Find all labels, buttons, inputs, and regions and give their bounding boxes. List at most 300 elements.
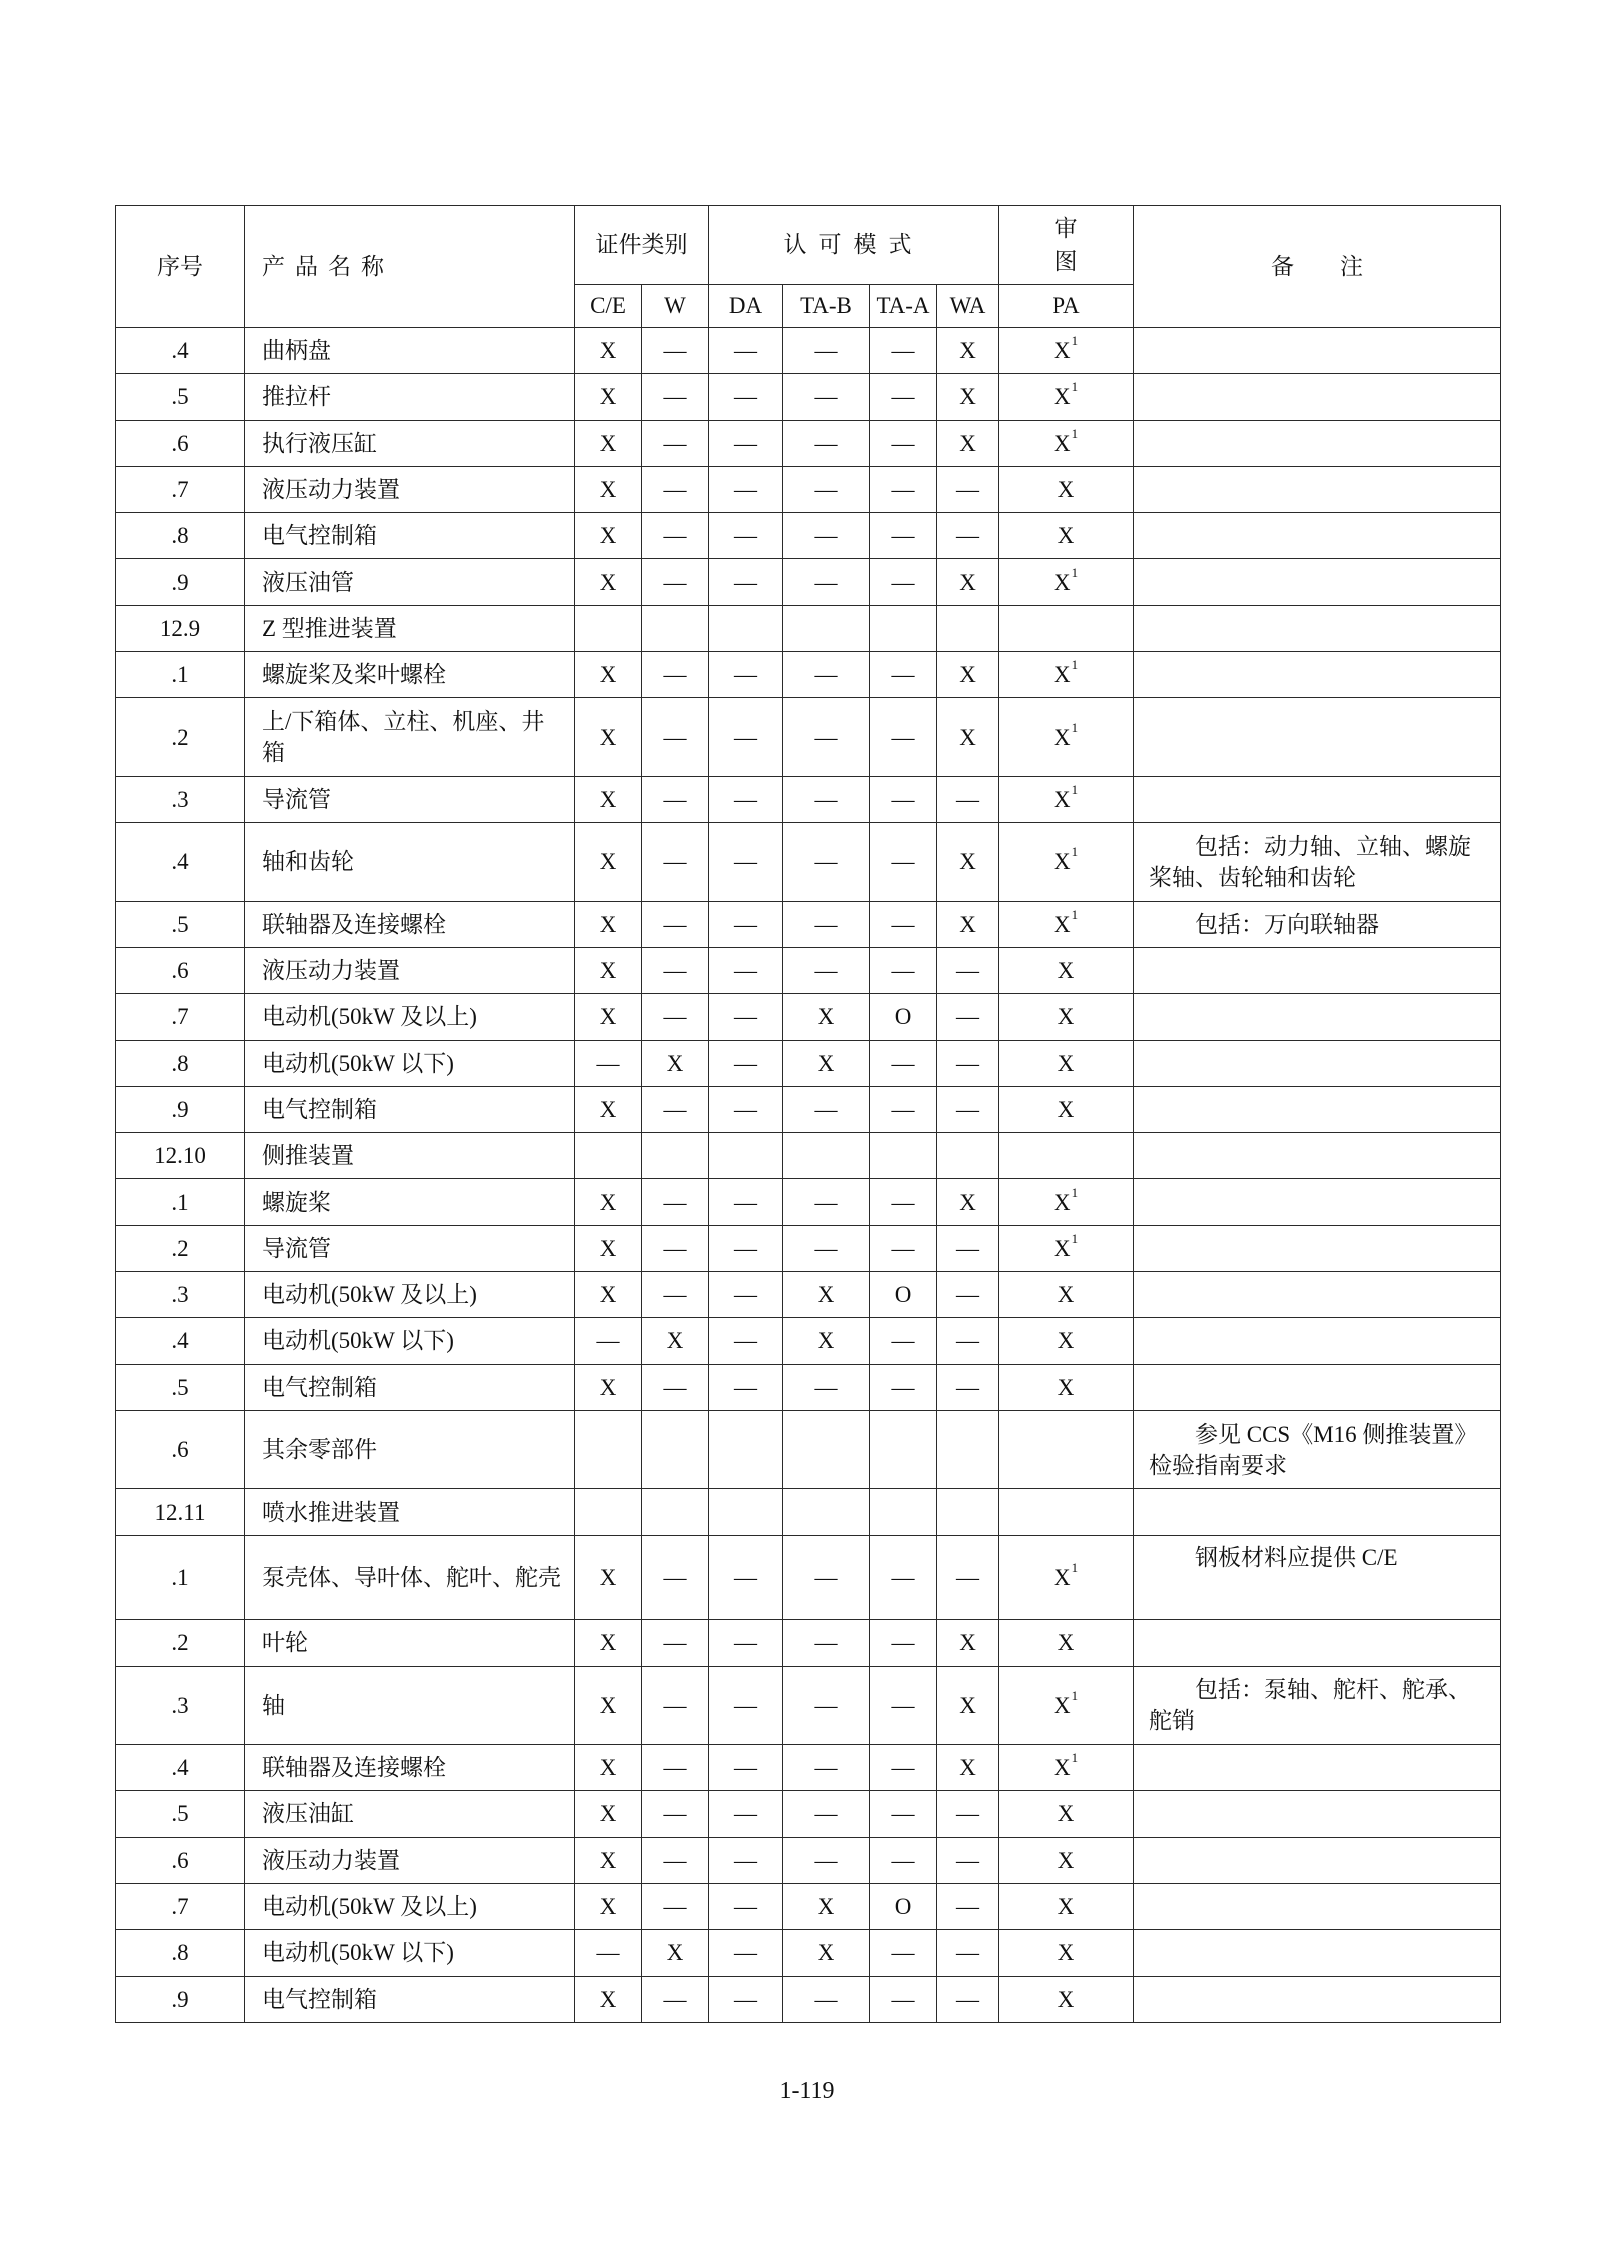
cell-pa — [999, 559, 1134, 605]
cell-ce: — — [575, 1930, 642, 1976]
cell-pa — [999, 513, 1134, 559]
cell-pa — [999, 605, 1134, 651]
cell-ta-a — [870, 1133, 937, 1179]
cell-ta-b: — — [783, 1837, 870, 1883]
cell-ce: X — [575, 328, 642, 374]
cell-pa-value: X — [1057, 1847, 1075, 1873]
cell-wa: — — [937, 1225, 999, 1271]
product-approval-table — [115, 205, 1501, 2023]
cell-ta-b: — — [783, 947, 870, 993]
footnote-marker: 1 — [1071, 657, 1079, 673]
cell-w — [642, 1133, 709, 1179]
cell-product-name: 电动机(50kW 及以上) — [245, 994, 575, 1040]
cell-wa — [937, 1410, 999, 1489]
table-row — [116, 1086, 1501, 1132]
cell-product-name: 电气控制箱 — [245, 513, 575, 559]
cell-w: — — [642, 1620, 709, 1666]
cell-ce — [575, 605, 642, 651]
cell-ta-b: X — [783, 1040, 870, 1086]
cell-ta-b: X — [783, 1883, 870, 1929]
cell-seq: .8 — [116, 1930, 245, 1976]
cell-pa — [999, 1040, 1134, 1086]
cell-da: — — [709, 1086, 783, 1132]
cell-pa-value: X — [1057, 1050, 1075, 1076]
table-row — [116, 1272, 1501, 1318]
cell-ta-a: — — [870, 420, 937, 466]
table-row — [116, 420, 1501, 466]
footnote-marker: 1 — [1071, 425, 1079, 441]
footnote-marker: 1 — [1071, 564, 1079, 580]
cell-w — [642, 1489, 709, 1535]
cell-wa: X — [937, 420, 999, 466]
cell-seq: .8 — [116, 513, 245, 559]
cell-remark — [1134, 1745, 1501, 1791]
cell-ce: X — [575, 513, 642, 559]
table-row — [116, 698, 1501, 777]
cell-product-name: 联轴器及连接螺栓 — [245, 901, 575, 947]
cell-pa-value: X — [1057, 1328, 1075, 1354]
cell-product-name: Z 型推进装置 — [245, 605, 575, 651]
cell-da: — — [709, 1179, 783, 1225]
cell-pa-value: X — [1053, 724, 1071, 750]
cell-pa-value: X — [1057, 1096, 1075, 1122]
cell-ta-b: — — [783, 1791, 870, 1837]
cell-da: — — [709, 1040, 783, 1086]
cell-ta-b: — — [783, 1086, 870, 1132]
cell-da: — — [709, 1225, 783, 1271]
cell-da: — — [709, 374, 783, 420]
cell-ta-b: — — [783, 901, 870, 947]
cell-ce: X — [575, 1086, 642, 1132]
cell-seq: .1 — [116, 1179, 245, 1225]
cell-wa: — — [937, 466, 999, 512]
footnote-marker: 1 — [1071, 1184, 1079, 1200]
cell-product-name: 轴和齿轮 — [245, 823, 575, 902]
cell-pa — [999, 1883, 1134, 1929]
cell-ta-a: — — [870, 1930, 937, 1976]
cell-seq: .3 — [116, 776, 245, 822]
cell-remark — [1134, 559, 1501, 605]
cell-seq: .3 — [116, 1272, 245, 1318]
cell-seq: .6 — [116, 947, 245, 993]
cell-product-name: 上/下箱体、立柱、机座、井箱 — [245, 698, 575, 777]
cell-product-name: 螺旋桨 — [245, 1179, 575, 1225]
cell-wa: — — [937, 994, 999, 1040]
cell-ce: X — [575, 1620, 642, 1666]
table-row — [116, 1666, 1501, 1745]
cell-seq: .3 — [116, 1666, 245, 1745]
cell-ce — [575, 1410, 642, 1489]
cell-ta-b: — — [783, 1745, 870, 1791]
cell-seq: .8 — [116, 1040, 245, 1086]
cell-w: X — [642, 1930, 709, 1976]
cell-w: — — [642, 1364, 709, 1410]
cell-ta-b: — — [783, 513, 870, 559]
cell-seq: .9 — [116, 1086, 245, 1132]
cell-da: — — [709, 513, 783, 559]
cell-pa — [999, 1620, 1134, 1666]
cell-pa — [999, 1133, 1134, 1179]
footnote-marker: 1 — [1071, 719, 1079, 735]
header-plan-review-bottom: 图 — [1054, 249, 1078, 274]
cell-w: — — [642, 466, 709, 512]
cell-wa — [937, 1133, 999, 1179]
cell-ta-a: — — [870, 1318, 937, 1364]
cell-pa — [999, 1666, 1134, 1745]
cell-pa — [999, 1410, 1134, 1489]
table-row — [116, 1410, 1501, 1489]
cell-product-name: 电气控制箱 — [245, 1086, 575, 1132]
cell-da: — — [709, 652, 783, 698]
cell-ce: X — [575, 698, 642, 777]
table-row — [116, 374, 1501, 420]
cell-w: — — [642, 1837, 709, 1883]
cell-pa-value: X — [1057, 1986, 1075, 2012]
cell-product-name: 导流管 — [245, 1225, 575, 1271]
cell-ta-a: — — [870, 901, 937, 947]
cell-ta-a: O — [870, 1883, 937, 1929]
cell-product-name: 电气控制箱 — [245, 1364, 575, 1410]
cell-wa: X — [937, 1179, 999, 1225]
table-row — [116, 776, 1501, 822]
cell-ta-a: O — [870, 994, 937, 1040]
cell-remark — [1134, 605, 1501, 651]
cell-pa — [999, 1179, 1134, 1225]
cell-ta-a: — — [870, 1535, 937, 1620]
cell-pa-value: X — [1053, 1692, 1071, 1718]
cell-seq: .5 — [116, 1791, 245, 1837]
cell-ta-a — [870, 1489, 937, 1535]
cell-seq: .2 — [116, 1225, 245, 1271]
cell-pa-value: X — [1057, 1801, 1075, 1827]
table-row — [116, 652, 1501, 698]
cell-seq: .9 — [116, 559, 245, 605]
cell-pa-value: X — [1057, 1894, 1075, 1920]
cell-ta-b: — — [783, 466, 870, 512]
cell-pa-value: X — [1053, 384, 1071, 410]
cell-seq: 12.11 — [116, 1489, 245, 1535]
cell-ta-b: — — [783, 559, 870, 605]
cell-ta-b: — — [783, 1225, 870, 1271]
cell-ta-b: — — [783, 420, 870, 466]
cell-remark — [1134, 420, 1501, 466]
cell-w — [642, 1410, 709, 1489]
cell-wa — [937, 1489, 999, 1535]
cell-ce: X — [575, 1791, 642, 1837]
cell-product-name: 侧推装置 — [245, 1133, 575, 1179]
cell-ce: X — [575, 901, 642, 947]
cell-product-name: 曲柄盘 — [245, 328, 575, 374]
cell-remark — [1134, 1272, 1501, 1318]
table-row — [116, 1837, 1501, 1883]
cell-w: — — [642, 1745, 709, 1791]
cell-w: — — [642, 1272, 709, 1318]
cell-da: — — [709, 901, 783, 947]
cell-ta-a: — — [870, 1179, 937, 1225]
cell-wa: X — [937, 559, 999, 605]
footnote-marker: 1 — [1071, 1230, 1079, 1246]
table-row — [116, 1364, 1501, 1410]
cell-da: — — [709, 1272, 783, 1318]
header-product-name: 产品名称 — [245, 206, 575, 328]
cell-pa — [999, 1976, 1134, 2022]
cell-product-name: 执行液压缸 — [245, 420, 575, 466]
cell-wa: — — [937, 1364, 999, 1410]
cell-pa — [999, 947, 1134, 993]
cell-ce: X — [575, 1225, 642, 1271]
cell-w: — — [642, 374, 709, 420]
cell-ce: X — [575, 947, 642, 993]
cell-remark — [1134, 1225, 1501, 1271]
cell-da: — — [709, 1620, 783, 1666]
cell-wa: — — [937, 776, 999, 822]
footnote-marker: 1 — [1071, 1750, 1079, 1766]
cell-w: — — [642, 776, 709, 822]
cell-seq: .6 — [116, 420, 245, 466]
cell-remark — [1134, 1318, 1501, 1364]
cell-remark — [1134, 1364, 1501, 1410]
cell-da: — — [709, 1666, 783, 1745]
table-body — [116, 328, 1501, 2023]
table-row — [116, 947, 1501, 993]
cell-ta-a: — — [870, 1620, 937, 1666]
cell-pa — [999, 1745, 1134, 1791]
cell-seq: .7 — [116, 1883, 245, 1929]
cell-wa — [937, 605, 999, 651]
cell-seq: .5 — [116, 901, 245, 947]
cell-w: — — [642, 559, 709, 605]
cell-product-name: 电动机(50kW 及以上) — [245, 1883, 575, 1929]
cell-pa — [999, 1272, 1134, 1318]
footnote-marker: 1 — [1071, 906, 1079, 922]
cell-remark — [1134, 1086, 1501, 1132]
cell-wa: — — [937, 1040, 999, 1086]
cell-da — [709, 605, 783, 651]
cell-wa: X — [937, 652, 999, 698]
cell-da — [709, 1133, 783, 1179]
cell-ce: X — [575, 1179, 642, 1225]
table-row — [116, 1225, 1501, 1271]
table-row — [116, 994, 1501, 1040]
cell-pa — [999, 1535, 1134, 1620]
cell-pa-value: X — [1057, 523, 1075, 549]
cell-wa: — — [937, 947, 999, 993]
cell-wa: — — [937, 1883, 999, 1929]
cell-w: — — [642, 1976, 709, 2022]
cell-ce: — — [575, 1318, 642, 1364]
cell-ta-a: — — [870, 559, 937, 605]
cell-ce: X — [575, 823, 642, 902]
cell-ta-b: X — [783, 1930, 870, 1976]
cell-product-name: 电动机(50kW 以下) — [245, 1040, 575, 1086]
cell-seq: .4 — [116, 823, 245, 902]
table-row — [116, 1040, 1501, 1086]
cell-remark: 包括：动力轴、立轴、螺旋桨轴、齿轮轴和齿轮 — [1134, 823, 1501, 902]
cell-remark — [1134, 947, 1501, 993]
cell-remark — [1134, 1040, 1501, 1086]
cell-ce — [575, 1489, 642, 1535]
cell-ce: X — [575, 420, 642, 466]
cell-wa: — — [937, 1837, 999, 1883]
cell-w: — — [642, 420, 709, 466]
cell-product-name: 推拉杆 — [245, 374, 575, 420]
table-row — [116, 328, 1501, 374]
cell-remark: 钢板材料应提供 C/E — [1134, 1535, 1501, 1620]
cell-ta-b: — — [783, 1976, 870, 2022]
header-col-ce: C/E — [575, 285, 642, 328]
cell-pa-value: X — [1053, 1189, 1071, 1215]
cell-ta-a: — — [870, 1086, 937, 1132]
cell-ta-a — [870, 605, 937, 651]
cell-remark — [1134, 1976, 1501, 2022]
cell-seq: .4 — [116, 1745, 245, 1791]
cell-pa — [999, 823, 1134, 902]
cell-ta-a: O — [870, 1272, 937, 1318]
cell-pa — [999, 652, 1134, 698]
table-row — [116, 466, 1501, 512]
cell-ta-b: — — [783, 328, 870, 374]
cell-pa — [999, 776, 1134, 822]
cell-da: — — [709, 328, 783, 374]
cell-remark — [1134, 1489, 1501, 1535]
cell-product-name: 叶轮 — [245, 1620, 575, 1666]
cell-remark: 包括：万向联轴器 — [1134, 901, 1501, 947]
cell-remark — [1134, 1620, 1501, 1666]
cell-ta-b: — — [783, 1620, 870, 1666]
cell-wa: — — [937, 1930, 999, 1976]
cell-pa-value: X — [1053, 849, 1071, 875]
cell-da — [709, 1489, 783, 1535]
header-col-pa: PA — [999, 285, 1134, 328]
cell-wa: X — [937, 1666, 999, 1745]
cell-ce: X — [575, 994, 642, 1040]
cell-wa: X — [937, 328, 999, 374]
cell-wa: — — [937, 1535, 999, 1620]
cell-pa-value: X — [1053, 911, 1071, 937]
cell-ce: X — [575, 652, 642, 698]
cell-seq: .5 — [116, 374, 245, 420]
cell-w: — — [642, 652, 709, 698]
cell-da: — — [709, 559, 783, 605]
header-seq: 序号 — [116, 206, 245, 328]
cell-pa — [999, 466, 1134, 512]
cell-ta-b — [783, 605, 870, 651]
cell-da: — — [709, 1535, 783, 1620]
cell-da: — — [709, 1976, 783, 2022]
table-row — [116, 1976, 1501, 2022]
header-col-ta-b: TA-B — [783, 285, 870, 328]
table-row — [116, 1620, 1501, 1666]
cell-wa: X — [937, 901, 999, 947]
cell-da: — — [709, 1930, 783, 1976]
cell-product-name: 导流管 — [245, 776, 575, 822]
cell-pa-value: X — [1057, 1630, 1075, 1656]
cell-remark — [1134, 1133, 1501, 1179]
cell-ce: — — [575, 1040, 642, 1086]
cell-product-name: 电气控制箱 — [245, 1976, 575, 2022]
cell-seq: .2 — [116, 1620, 245, 1666]
cell-seq: .4 — [116, 328, 245, 374]
cell-wa: X — [937, 1745, 999, 1791]
cell-seq: .1 — [116, 1535, 245, 1620]
cell-da: — — [709, 994, 783, 1040]
cell-w: — — [642, 1535, 709, 1620]
table-row — [116, 1745, 1501, 1791]
cell-product-name: 螺旋桨及桨叶螺栓 — [245, 652, 575, 698]
cell-ta-a: — — [870, 1837, 937, 1883]
cell-w: — — [642, 1883, 709, 1929]
cell-ce: X — [575, 776, 642, 822]
header-plan-review — [999, 206, 1134, 285]
cell-product-name: 液压动力装置 — [245, 466, 575, 512]
cell-wa: X — [937, 823, 999, 902]
cell-seq: .1 — [116, 652, 245, 698]
table-row — [116, 605, 1501, 651]
footnote-marker: 1 — [1071, 782, 1079, 797]
cell-ce: X — [575, 1976, 642, 2022]
cell-ta-a: — — [870, 1976, 937, 2022]
header-remarks: 备 注 — [1134, 206, 1501, 328]
cell-remark — [1134, 1883, 1501, 1929]
cell-w — [642, 605, 709, 651]
table-row — [116, 1489, 1501, 1535]
header-col-wa: WA — [937, 285, 999, 328]
cell-pa-value: X — [1053, 569, 1071, 595]
cell-wa: X — [937, 374, 999, 420]
cell-ce — [575, 1133, 642, 1179]
cell-ce: X — [575, 559, 642, 605]
cell-da: — — [709, 1364, 783, 1410]
cell-product-name: 电动机(50kW 以下) — [245, 1318, 575, 1364]
table-row — [116, 1133, 1501, 1179]
cell-ta-b: — — [783, 698, 870, 777]
table-row — [116, 901, 1501, 947]
footnote-marker: 1 — [1071, 379, 1079, 395]
cell-pa-value: X — [1053, 1235, 1071, 1261]
header-col-ta-a: TA-A — [870, 285, 937, 328]
cell-ce: X — [575, 1364, 642, 1410]
cell-product-name: 液压油缸 — [245, 1791, 575, 1837]
cell-pa — [999, 1364, 1134, 1410]
cell-w: — — [642, 1086, 709, 1132]
cell-pa-value: X — [1057, 477, 1075, 503]
cell-ta-a: — — [870, 328, 937, 374]
cell-pa — [999, 1791, 1134, 1837]
cell-remark — [1134, 776, 1501, 822]
cell-pa — [999, 1318, 1134, 1364]
page-number: 1-119 — [779, 2078, 835, 2104]
cell-ta-a: — — [870, 1666, 937, 1745]
cell-product-name: 轴 — [245, 1666, 575, 1745]
cell-ta-a: — — [870, 1364, 937, 1410]
cell-da: — — [709, 823, 783, 902]
cell-w: — — [642, 823, 709, 902]
cell-ta-b: — — [783, 776, 870, 822]
cell-pa — [999, 374, 1134, 420]
cell-seq: .6 — [116, 1837, 245, 1883]
cell-pa-value: X — [1057, 1374, 1075, 1400]
cell-seq: .6 — [116, 1410, 245, 1489]
cell-da: — — [709, 776, 783, 822]
cell-w: X — [642, 1040, 709, 1086]
header-col-da: DA — [709, 285, 783, 328]
cell-pa — [999, 1225, 1134, 1271]
cell-ta-a: — — [870, 466, 937, 512]
cell-product-name: 喷水推进装置 — [245, 1489, 575, 1535]
cell-ta-a: — — [870, 1225, 937, 1271]
cell-ce: X — [575, 1837, 642, 1883]
cell-remark — [1134, 513, 1501, 559]
